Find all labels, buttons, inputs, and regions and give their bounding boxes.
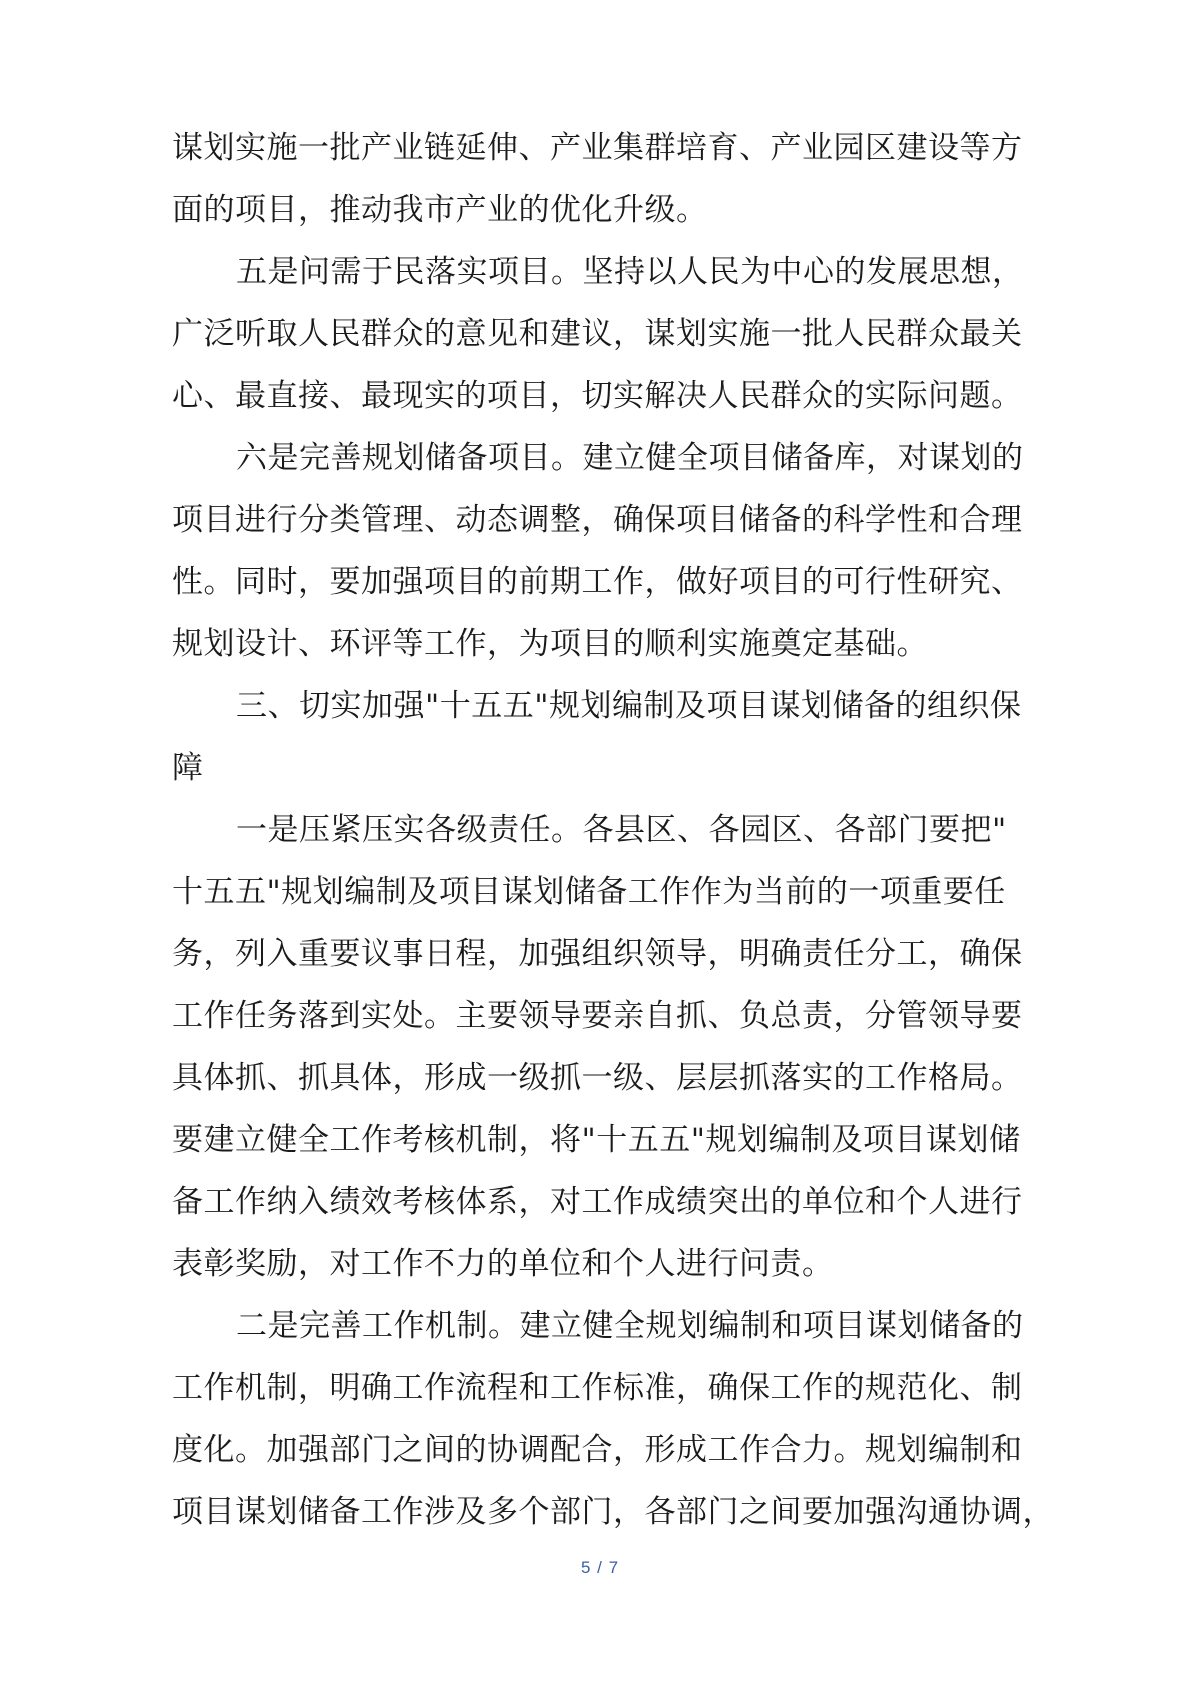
text-line: 项目谋划储备工作涉及多个部门，各部门之间要加强沟通协调， xyxy=(172,1494,1054,1530)
paragraph-start-line: 一是压紧压实各级责任。各县区、各园区、各部门要把" xyxy=(236,812,1007,848)
text-line: 项目进行分类管理、动态调整，确保项目储备的科学性和合理 xyxy=(172,502,1023,538)
page-number: 5 / 7 xyxy=(580,1558,620,1577)
text-line: 要建立健全工作考核机制，将"十五五"规划编制及项目谋划储 xyxy=(172,1122,1021,1158)
text-line: 十五五"规划编制及项目谋划储备工作作为当前的一项重要任 xyxy=(172,874,1006,910)
section-heading-line: 三、切实加强"十五五"规划编制及项目谋划储备的组织保 xyxy=(236,688,1022,724)
paragraph-start-line: 六是完善规划储备项目。建立健全项目储备库，对谋划的 xyxy=(236,440,1024,476)
text-line: 谋划实施一批产业链延伸、产业集群培育、产业园区建设等方 xyxy=(172,130,1023,166)
text-line: 备工作纳入绩效考核体系，对工作成绩突出的单位和个人进行 xyxy=(172,1184,1023,1220)
text-line: 表彰奖励，对工作不力的单位和个人进行问责。 xyxy=(172,1246,834,1282)
text-line: 规划设计、环评等工作，为项目的顺利实施奠定基础。 xyxy=(172,626,928,662)
text-line: 工作任务落到实处。主要领导要亲自抓、负总责，分管领导要 xyxy=(172,998,1023,1034)
text-line: 具体抓、抓具体，形成一级抓一级、层层抓落实的工作格局。 xyxy=(172,1060,1023,1096)
paragraph-start-line: 二是完善工作机制。建立健全规划编制和项目谋划储备的 xyxy=(236,1308,1024,1344)
text-line: 面的项目，推动我市产业的优化升级。 xyxy=(172,192,708,228)
text-line: 度化。加强部门之间的协调配合，形成工作合力。规划编制和 xyxy=(172,1432,1023,1468)
paragraph-start-line: 五是问需于民落实项目。坚持以人民为中心的发展思想， xyxy=(236,254,1024,290)
text-line: 心、最直接、最现实的项目，切实解决人民群众的实际问题。 xyxy=(172,378,1023,414)
document-body xyxy=(172,117,1054,1543)
text-line: 务，列入重要议事日程，加强组织领导，明确责任分工，确保 xyxy=(172,936,1023,972)
section-heading-line: 障 xyxy=(172,750,204,786)
text-line: 工作机制，明确工作流程和工作标准，确保工作的规范化、制 xyxy=(172,1370,1023,1406)
text-line: 广泛听取人民群众的意见和建议，谋划实施一批人民群众最关 xyxy=(172,316,1023,352)
text-line: 性。同时，要加强项目的前期工作，做好项目的可行性研究、 xyxy=(172,564,1023,600)
